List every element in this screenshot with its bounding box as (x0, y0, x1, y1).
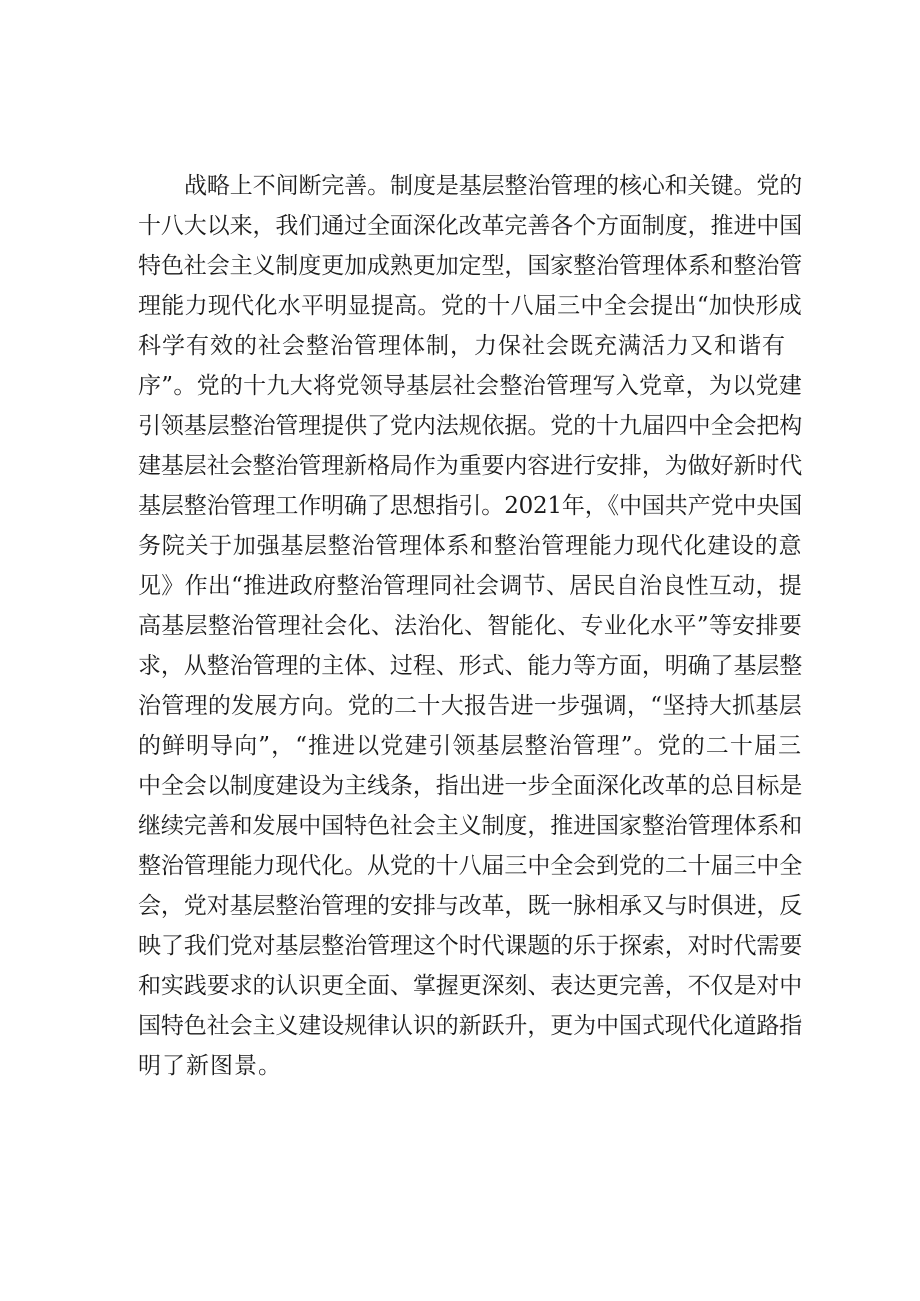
paragraph-line: 和实践要求的认识更全面、掌握更深刻、表达更完善，不仅是对中 (138, 973, 802, 999)
paragraph-line: 继续完善和发展中国特色社会主义制度，推进国家整治管理体系和 (138, 813, 802, 839)
paragraph-line: 特色社会主义制度更加成熟更加定型，国家整治管理体系和整治管 (138, 253, 802, 279)
paragraph-line: 明了新图景。 (138, 1053, 282, 1079)
paragraph-line: 整治管理能力现代化。从党的十八届三中全会到党的二十届三中全 (138, 853, 802, 879)
paragraph-line: 求，从整治管理的主体、过程、形式、能力等方面，明确了基层整 (138, 653, 802, 679)
paragraph-line: 科学有效的社会整治管理体制，力保社会既充满活力又和谐有 (138, 333, 786, 359)
paragraph-line: 中全会以制度建设为主线条，指出进一步全面深化改革的总目标是 (138, 773, 802, 799)
body-paragraph (138, 166, 802, 1086)
paragraph-line: 会，党对基层整治管理的安排与改革，既一脉相承又与时俱进，反 (138, 893, 802, 919)
paragraph-line: 高基层整治管理社会化、法治化、智能化、专业化水平”等安排要 (138, 613, 802, 639)
paragraph-line: 务院关于加强基层整治管理体系和整治管理能力现代化建设的意 (138, 533, 802, 559)
paragraph-line: 十八大以来，我们通过全面深化改革完善各个方面制度，推进中国 (138, 213, 802, 239)
paragraph-line: 战略上不间断完善。制度是基层整治管理的核心和关键。党的 (184, 173, 802, 199)
paragraph-line: 映了我们党对基层整治管理这个时代课题的乐于探索，对时代需要 (138, 933, 802, 959)
paragraph-line: 基层整治管理工作明确了思想指引。2021年，《中国共产党中央国 (138, 493, 802, 519)
paragraph-line: 国特色社会主义建设规律认识的新跃升，更为中国式现代化道路指 (138, 1013, 802, 1039)
paragraph-line: 理能力现代化水平明显提高。党的十八届三中全会提出“加快形成 (138, 293, 802, 319)
paragraph-line: 见》作出“推进政府整治管理同社会调节、居民自治良性互动，提 (138, 573, 802, 599)
paragraph-line: 的鲜明导向”，“推进以党建引领基层整治管理”。党的二十届三 (138, 733, 802, 759)
paragraph-line: 引领基层整治管理提供了党内法规依据。党的十九届四中全会把构 (138, 413, 802, 439)
paragraph-line: 治管理的发展方向。党的二十大报告进一步强调，“坚持大抓基层 (138, 693, 802, 719)
paragraph-line: 序”。党的十九大将党领导基层社会整治管理写入党章，为以党建 (138, 373, 802, 399)
paragraph-line: 建基层社会整治管理新格局作为重要内容进行安排，为做好新时代 (138, 453, 802, 479)
